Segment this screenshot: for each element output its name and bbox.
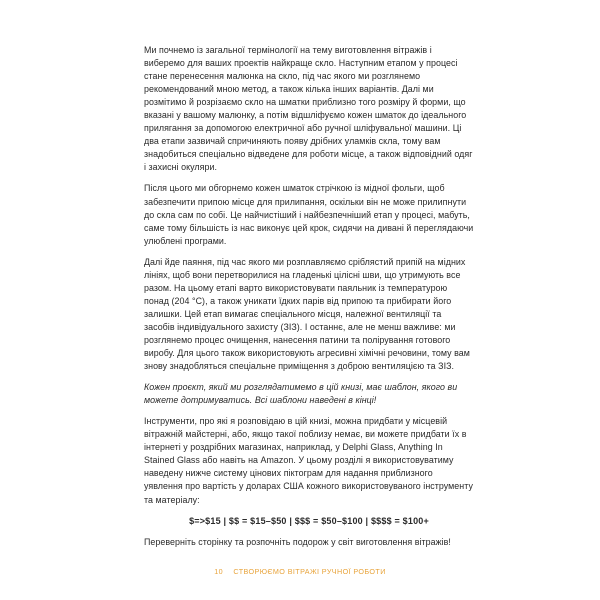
paragraph-tools: Інструменти, про які я розповідаю в цій книзі, можна придбати у місцевій вітражній майстерні, або, якщо такої поблизу немає, ви можете придбати їх в інтернеті у роздрібних магазинах, наприклад, у Delphi Glass, Anything In Stained Glass або навіть на Amazon. У цьому розділі я використовуватиму наведену нижче систему цінових піктограм для надання приблизного уявлення про вартість у доларах США кожного використовуваного інструменту та матеріалу: [144, 416, 473, 505]
page-footer [0, 567, 600, 576]
price-scale: $=>$15 | $$ = $15–$50 | $$$ = $50–$100 | $$$$ = $100+ [189, 515, 429, 526]
body-text [144, 44, 474, 557]
paragraph-templates: Кожен проєкт, який ми розглядатимемо в цій книзі, має шаблон, якого ви можете дотримуватись. Всі шаблони наведені в кінці! [144, 382, 458, 406]
page-number: 10 [214, 567, 223, 576]
running-title: СТВОРЮЄМО ВІТРАЖІ РУЧНОЇ РОБОТИ [233, 567, 386, 576]
paragraph-soldering: Далі йде паяння, під час якого ми розплавляємо сріблястий припій на мідних лініях, щоб вони перетворилися на гладенькі цілісні шви, що утримують все разом. На цьому етапі варто використовувати паяльник із температурою понад (204 °C), а також уникати їдких парів від припою та прибирати його залишки. Цей етап вимагає спеціального місця, належної вентиляції та засобів індивідуального захисту (ЗІЗ). І останнє, але не менш важливе: ми розглянемо процес очищення, нанесення патини та полірування готового виробу. Для цього також використовують агресивні хімічні речовини, тому вам знову знадобляться спеціальне приміщення з доброю вентиляцією та ЗІЗ. [144, 256, 470, 372]
paragraph-closing: Переверніть сторінку та розпочніть подорож у світ виготовлення вітражів! [144, 536, 451, 547]
paragraph-foil: Після цього ми обгорнемо кожен шматок стрічкою із мідної фольги, щоб забезпечити припою місце для прилипання, оскільки він не може прилипнути до скла сам по собі. Це найчистіший і найбезпечніший етап у процесі, мабуть, саме тому більшість із нас виконує цей крок, сидячи на дивані й переглядаючи улюблені програми. [144, 183, 474, 246]
paragraph-intro: Ми почнемо із загальної термінології на тему виготовлення вітражів і виберемо для ваших проектів найкраще скло. Наступним етапом у процесі стане перенесення малюнка на скло, під час якого ми розглянемо рекомендований мною метод, а також кілька інших варіантів. Далі ми розмітимо й розрізаємо скло на шматки приблизно того розміру й форми, що вказані у вашому малюнку, а потім відшліфуємо кожен шматок до ідеального прилягання за допомогою електричної або ручної шліфувальної машини. Ці два етапи зазвичай спричиняють появу дрібних уламків скла, тому вам знадобиться спеціально відведене для роботи місце, а також відповідний одяг і захисні окуляри. [144, 45, 473, 173]
